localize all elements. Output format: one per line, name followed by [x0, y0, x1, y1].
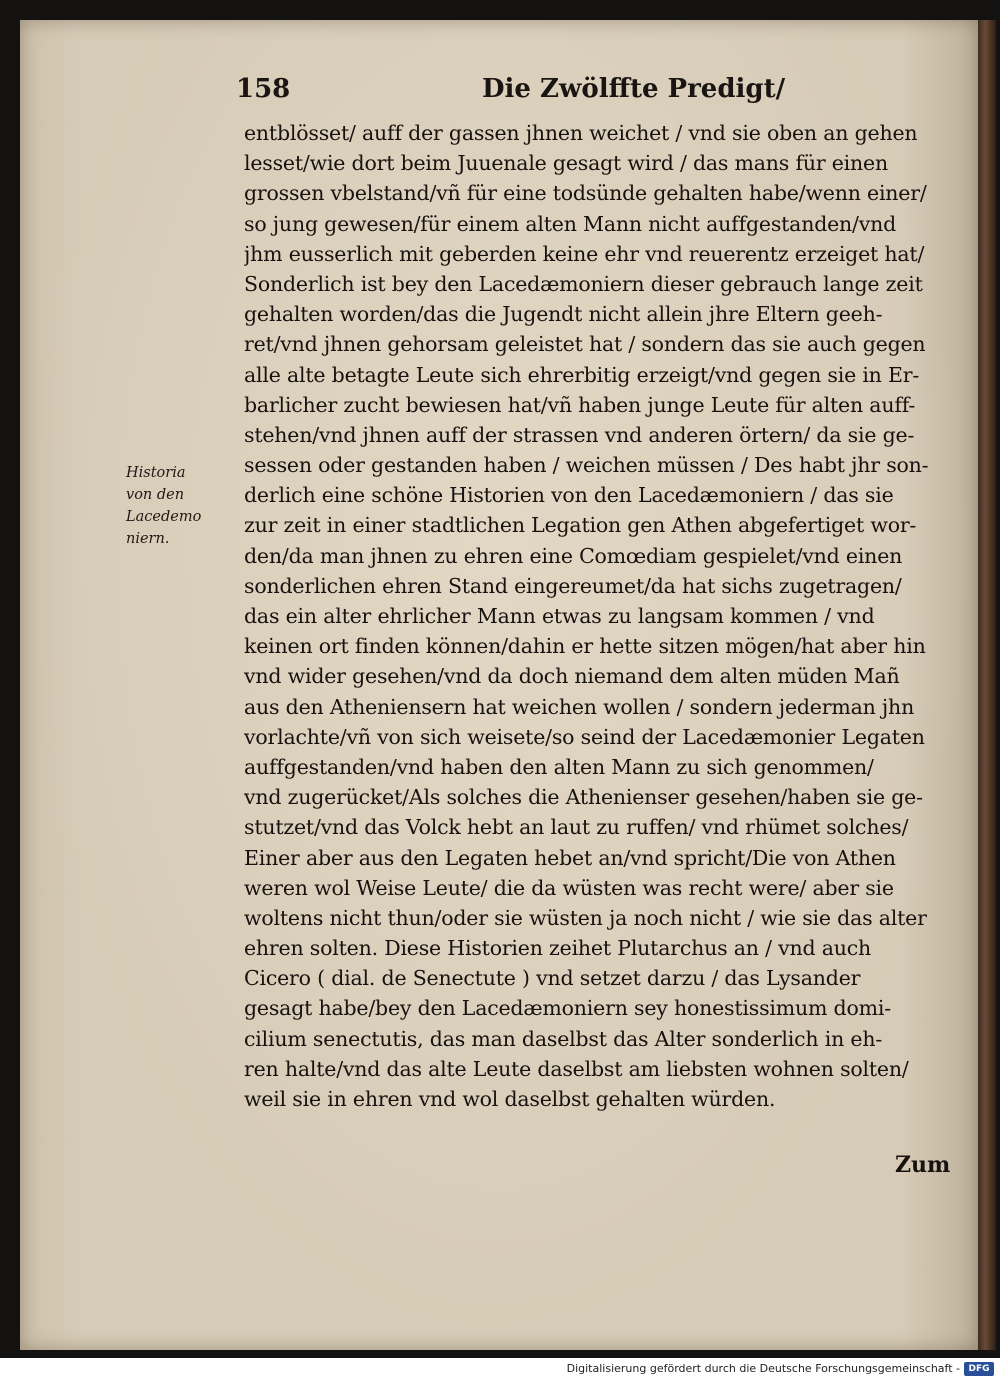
text-line: Cicero ( dial. de Senectute ) vnd setzet darzu / das Lysander [244, 966, 861, 991]
text-line: alle alte betagte Leute sich ehrerbitig erzeigt/vnd gegen sie in Er- [244, 362, 920, 387]
text-line: ret/vnd jhnen gehorsam geleistet hat / sondern das sie auch gegen [244, 332, 926, 357]
text-line: Einer aber aus den Legaten hebet an/vnd spricht/Die von Athen [244, 845, 896, 870]
margin-note [126, 462, 238, 550]
margin-note-line: niern. [126, 531, 170, 547]
text-line: grossen vbelstand/vñ für eine todsünde gehalten habe/wenn einer/ [244, 181, 927, 206]
text-line: gehalten worden/das die Jugendt nicht allein jhre Eltern geeh- [244, 302, 883, 327]
text-line: gesagt habe/bey den Lacedæmoniern sey honestissimum domi- [244, 996, 891, 1021]
margin-note-line: Historia [126, 465, 186, 481]
text-line: woltens nicht thun/oder sie wüsten ja noch nicht / wie sie das alter [244, 905, 927, 930]
text-line: barlicher zucht bewiesen hat/vñ haben junge Leute für alten auff- [244, 392, 916, 417]
margin-note-line: Lacedemo [126, 509, 202, 525]
text-line: vnd wider gesehen/vnd da doch niemand dem alten müden Mañ [244, 664, 900, 689]
text-line: stutzet/vnd das Volck hebt an laut zu ruffen/ vnd rhümet solches/ [244, 815, 909, 840]
body-text [244, 118, 956, 1114]
text-line: sonderlichen ehren Stand eingereumet/da hat sichs zugetragen/ [244, 573, 902, 598]
dfg-logo-icon: DFG [964, 1362, 994, 1376]
text-line: vorlachte/vñ von sich weisete/so seind der Lacedæmonier Legaten [244, 724, 925, 749]
text-line: Sonderlich ist bey den Lacedæmoniern dieser gebrauch lange zeit [244, 271, 923, 296]
footer-bar [0, 1358, 1000, 1380]
text-line: jhm eusserlich mit geberden keine ehr vnd reuerentz erzeiget hat/ [244, 241, 925, 266]
text-line: so jung gewesen/für einem alten Mann nicht auffgestanden/vnd [244, 211, 897, 236]
text-line: derlich eine schöne Historien von den Lacedæmoniern / das sie [244, 483, 894, 508]
text-line: entblösset/ auff der gassen jhnen weichet / vnd sie oben an gehen [244, 121, 918, 145]
text-line: stehen/vnd jhnen auff der strassen vnd anderen örtern/ da sie ge- [244, 422, 915, 447]
text-line: weren wol Weise Leute/ die da wüsten was recht were/ aber sie [244, 875, 894, 900]
text-line: vnd zugerücket/Als solches die Athenienser gesehen/haben sie ge- [244, 785, 923, 810]
text-line: lesset/wie dort beim Juuenale gesagt wird / das mans für einen [244, 151, 888, 176]
text-line: keinen ort finden können/dahin er hette sitzen mögen/hat aber hin [244, 634, 926, 659]
text-line: das ein alter ehrlicher Mann etwas zu langsam kommen / vnd [244, 604, 875, 628]
page-number: 158 [236, 74, 291, 104]
funding-credit: Digitalisierung gefördert durch die Deutsche Forschungsgemeinschaft - [566, 1362, 960, 1375]
text-line: aus den Atheniensern hat weichen wollen / sondern jederman jhn [244, 694, 915, 719]
running-head-title: Die Zwölffte Predigt/ [482, 74, 786, 104]
text-line: den/da man jhnen zu ehren eine Comœdiam gespielet/vnd einen [244, 543, 903, 568]
text-line: weil sie in ehren vnd wol daselbst gehalten würden. [244, 1087, 776, 1111]
margin-note-line: von den [126, 487, 185, 503]
text-line: ehren solten. Diese Historien zeihet Plutarchus an / vnd auch [244, 936, 872, 961]
running-head [220, 74, 786, 108]
text-line: zur zeit in einer stadtlichen Legation gen Athen abgefertiget wor- [244, 513, 917, 538]
text-line: sessen oder gestanden haben / weichen müssen / Des habt jhr son- [244, 453, 929, 478]
catchword: Zum [895, 1152, 951, 1178]
text-line: auffgestanden/vnd haben den alten Mann zu sich genommen/ [244, 754, 874, 779]
text-line: cilium senectutis, das man daselbst das Alter sonderlich in eh- [244, 1026, 883, 1051]
text-line: ren halte/vnd das alte Leute daselbst am liebsten wohnen solten/ [244, 1056, 909, 1081]
page-edge [978, 20, 996, 1350]
